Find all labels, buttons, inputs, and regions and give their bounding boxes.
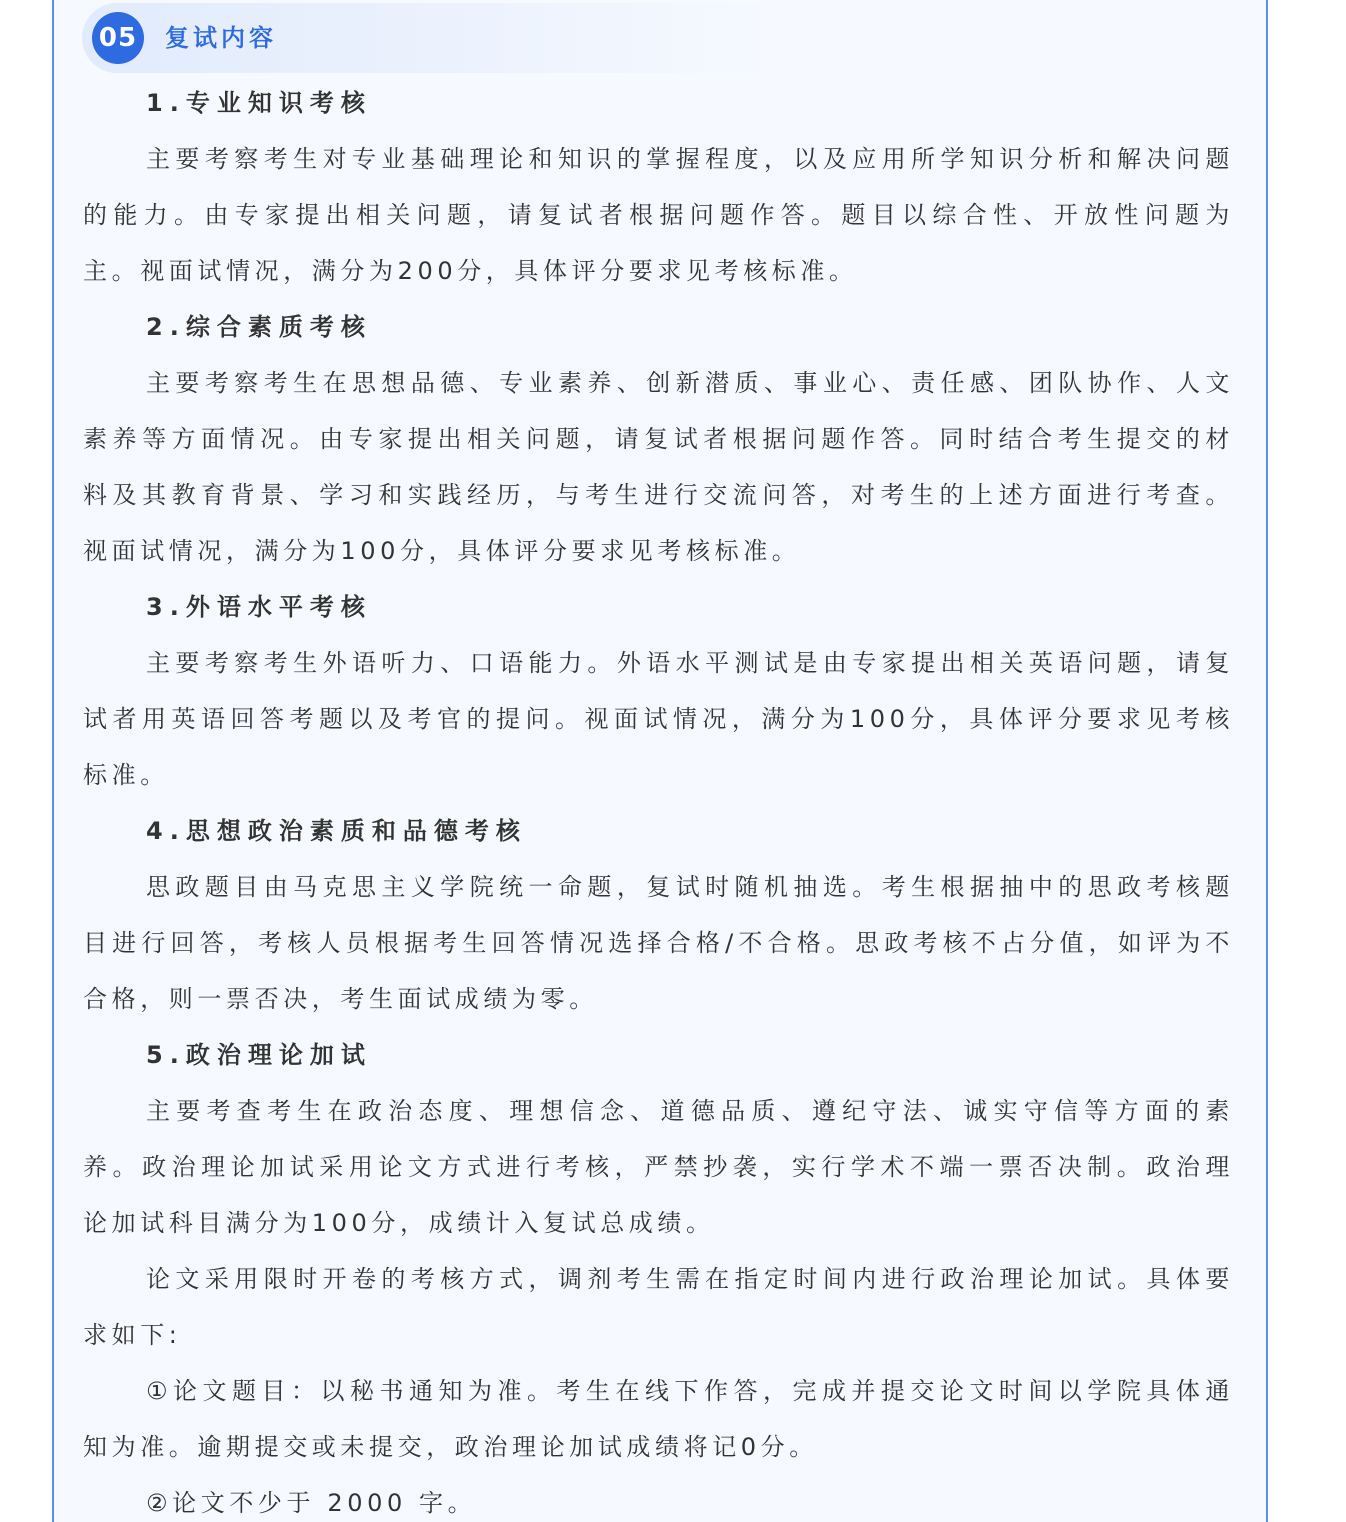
content-item (83, 803, 1234, 1027)
paragraph (83, 355, 1234, 579)
content-item (83, 1027, 1234, 1522)
item-heading: 4.思想政治素质和品德考核 (146, 817, 527, 845)
paragraph-line: 素养等方面情况。由专家提出相关问题，请复试者根据问题作答。同时结合考生提交的材 (83, 425, 1234, 453)
paragraph (83, 1475, 1234, 1522)
paragraph-line: 主要考察考生外语听力、口语能力。外语水平测试是由专家提出相关英语问题，请复 (146, 649, 1234, 677)
paragraph-line: 主。视面试情况，满分为200分，具体评分要求见考核标准。 (83, 257, 858, 285)
paragraph-line: 视面试情况，满分为100分，具体评分要求见考核标准。 (83, 537, 801, 565)
paragraph-line: 论加试科目满分为100分，成绩计入复试总成绩。 (83, 1209, 715, 1237)
paragraph-line: 知为准。逾期提交或未提交，政治理论加试成绩将记0分。 (83, 1433, 818, 1461)
item-heading: 3.外语水平考核 (146, 593, 372, 621)
paragraph (83, 635, 1234, 803)
paragraph (83, 1083, 1234, 1251)
paragraph (83, 1251, 1234, 1363)
paragraph (83, 1363, 1234, 1475)
paragraph-line: 主要考察考生对专业基础理论和知识的掌握程度，以及应用所学知识分析和解决问题 (146, 145, 1234, 173)
paragraph-line: 料及其教育背景、学习和实践经历，与考生进行交流问答，对考生的上述方面进行考查。 (83, 481, 1234, 509)
content-item (83, 299, 1234, 579)
paragraph (83, 131, 1234, 299)
section-header (82, 3, 782, 73)
paragraph-line: 论文采用限时开卷的考核方式，调剂考生需在指定时间内进行政治理论加试。具体要 (146, 1265, 1234, 1293)
article-body (83, 75, 1234, 1522)
paragraph-line: ①论文题目：以秘书通知为准。考生在线下作答，完成并提交论文时间以学院具体通 (146, 1377, 1234, 1405)
paragraph-line: 标准。 (83, 761, 169, 789)
paragraph (83, 859, 1234, 1027)
paragraph-line: 主要考查考生在政治态度、理想信念、道德品质、遵纪守法、诚实守信等方面的素 (146, 1097, 1234, 1125)
item-heading: 5.政治理论加试 (146, 1041, 372, 1069)
item-heading: 2.综合素质考核 (146, 313, 372, 341)
paragraph-line: 合格，则一票否决，考生面试成绩为零。 (83, 985, 598, 1013)
content-item (83, 579, 1234, 803)
paragraph-line: 思政题目由马克思主义学院统一命题，复试时随机抽选。考生根据抽中的思政考核题 (146, 873, 1234, 901)
paragraph-line: 的能力。由专家提出相关问题，请复试者根据问题作答。题目以综合性、开放性问题为 (83, 201, 1234, 229)
paragraph-line: 主要考察考生在思想品德、专业素养、创新潜质、事业心、责任感、团队协作、人文 (146, 369, 1234, 397)
paragraph-line: 目进行回答，考核人员根据考生回答情况选择合格/不合格。思政考核不占分值，如评为不 (83, 929, 1234, 957)
paragraph-line: ②论文不少于 2000 字。 (146, 1489, 477, 1517)
paragraph-line: 试者用英语回答考题以及考官的提问。视面试情况，满分为100分，具体评分要求见考核 (83, 705, 1234, 733)
content-item (83, 75, 1234, 299)
item-heading: 1.专业知识考核 (146, 89, 372, 117)
paragraph-line: 求如下: (83, 1321, 182, 1349)
section-number-badge: 05 (92, 12, 144, 64)
section-title: 复试内容 (165, 24, 277, 52)
paragraph-line: 养。政治理论加试采用论文方式进行考核，严禁抄袭，实行学术不端一票否决制。政治理 (83, 1153, 1234, 1181)
